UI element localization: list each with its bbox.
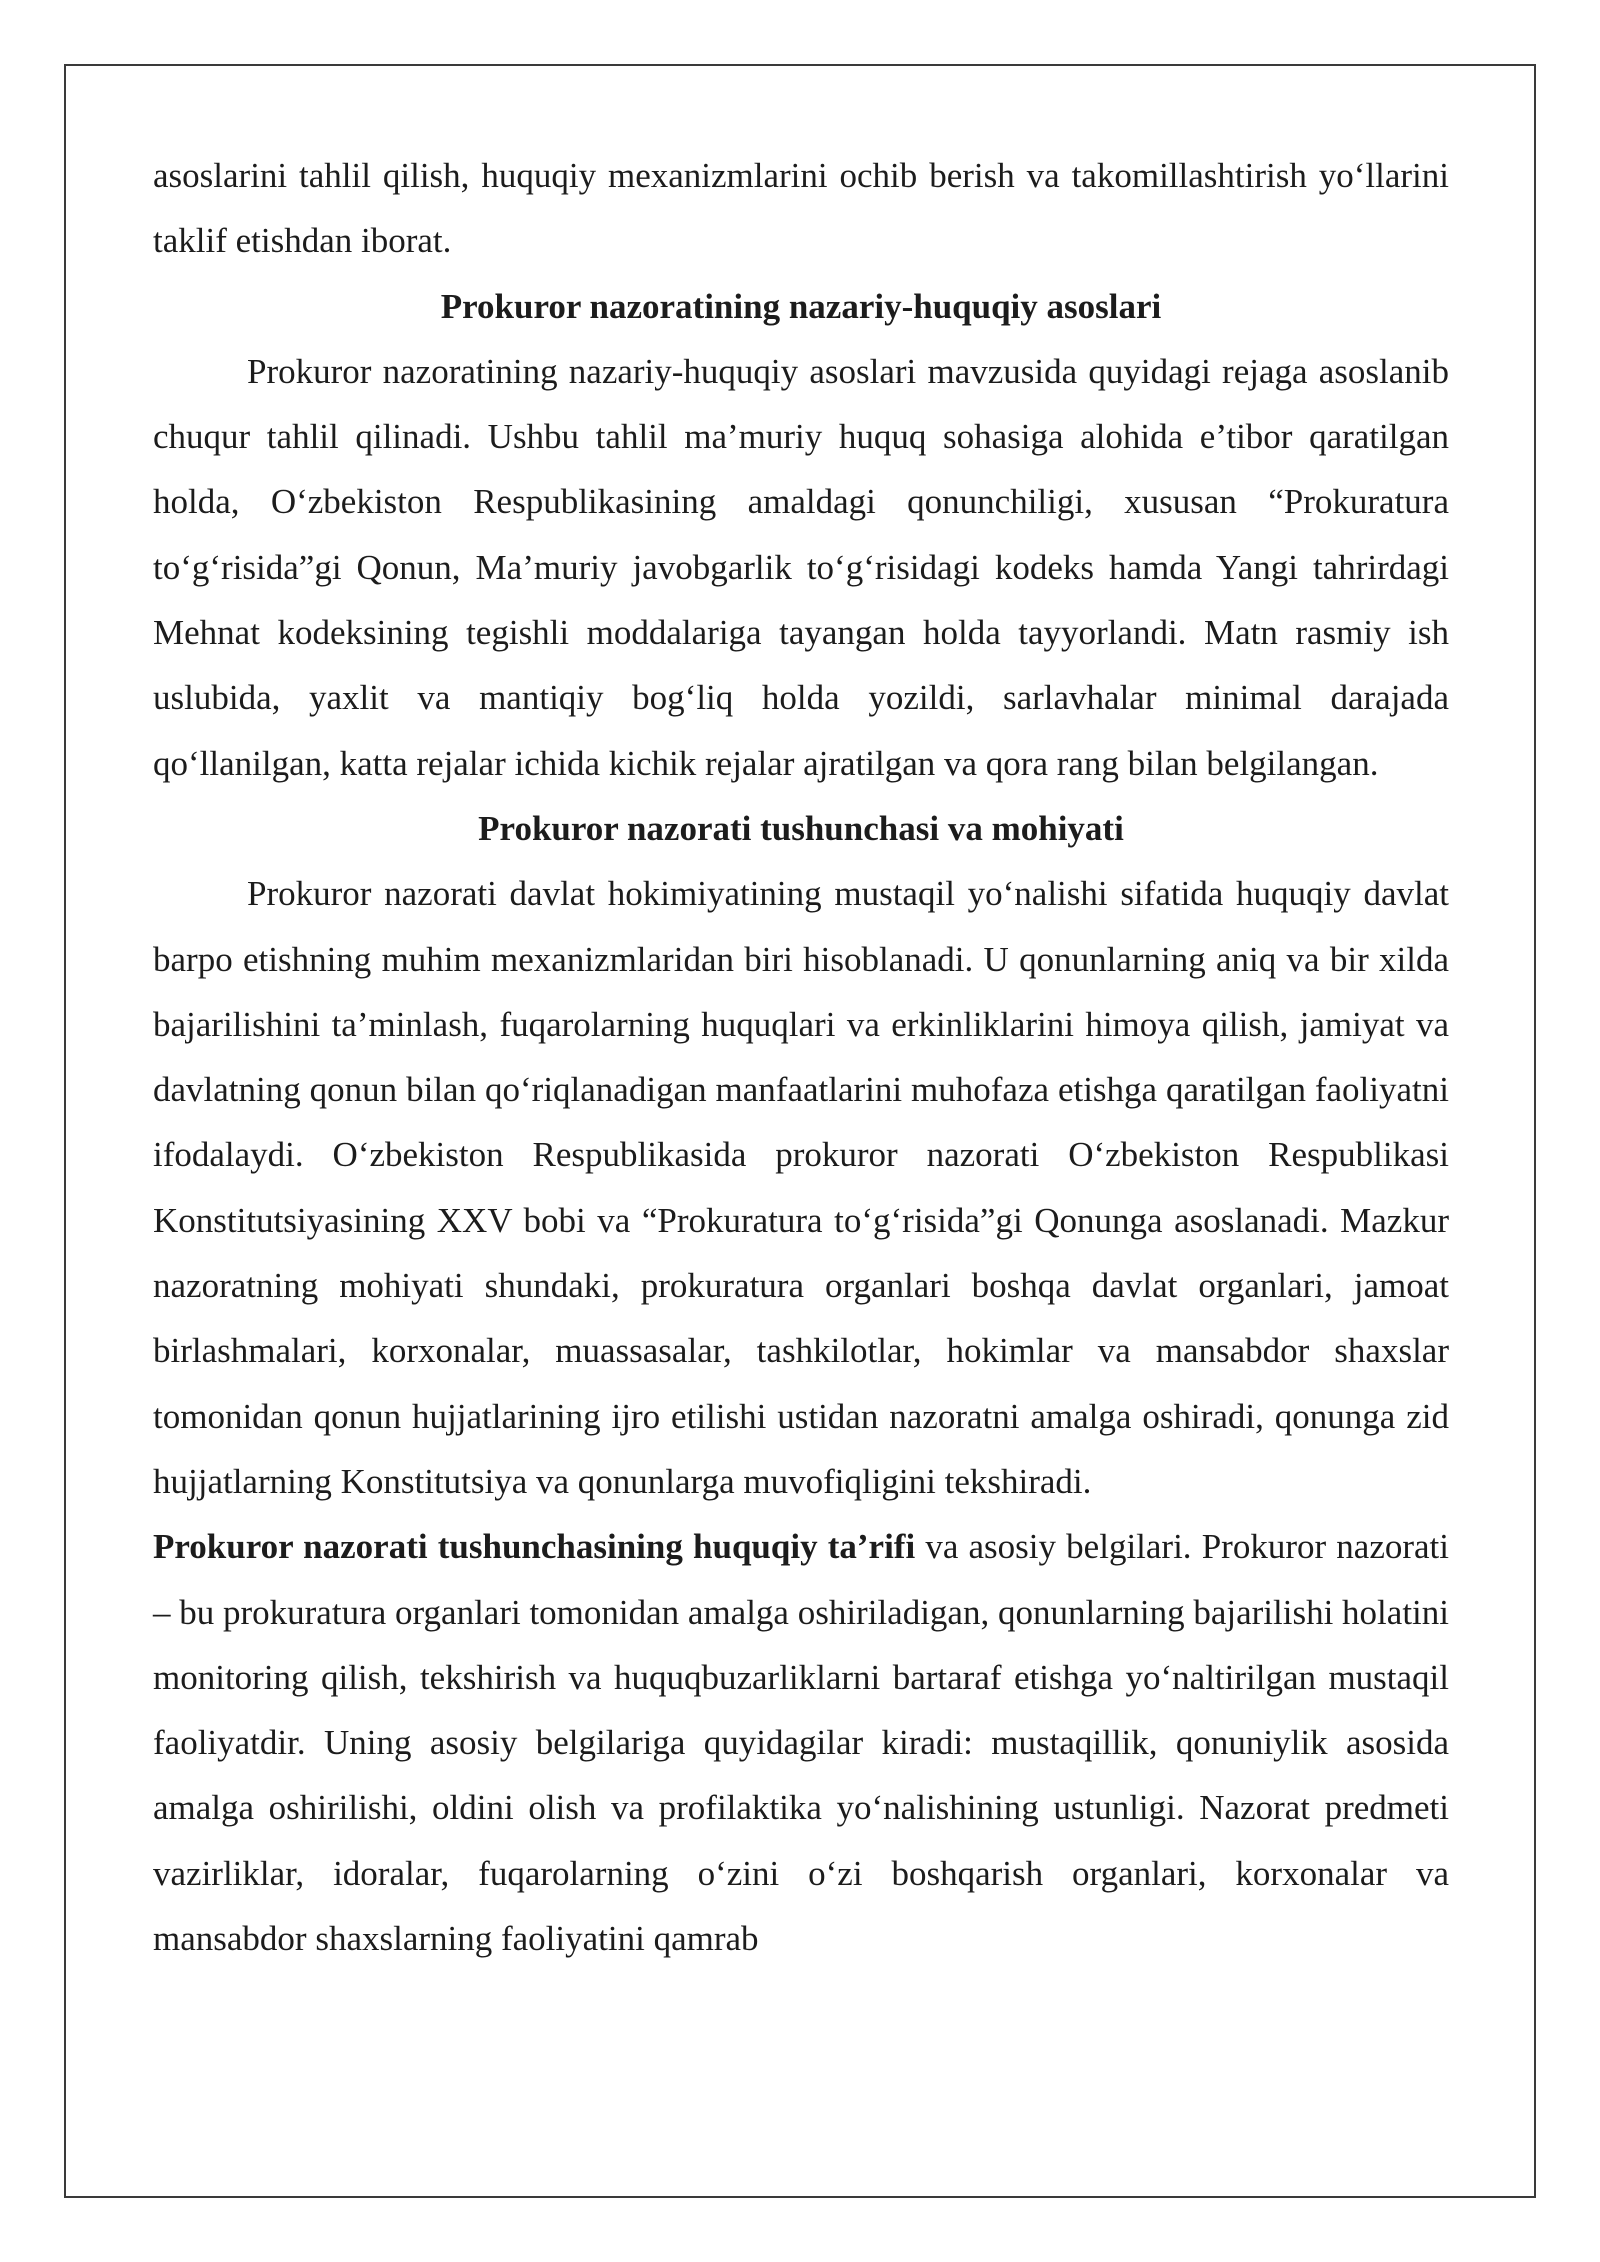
paragraph-legal-definition	[153, 1514, 1449, 1971]
paragraph-theoretical-basis: Prokuror nazoratining nazariy-huquqiy asoslari mavzusida quyidagi rejaga asoslanib chuqur tahlil qilinadi. Ushbu tahlil ma’muriy huquq sohasiga alohida e’tibor qaratilgan holda, O‘zbekiston Respublikasining amaldagi qonunchiligi, xususan “Prokuratura to‘g‘risida”gi Qonun, Ma’muriy javobgarlik to‘g‘risidagi kodeks hamda Yangi tahrirdagi Mehnat kodeksining tegishli moddalariga tayangan holda tayyorlandi. Matn rasmiy ish uslubida, yaxlit va mantiqiy bog‘liq holda yozildi, sarlavhalar minimal darajada qo‘llanilgan, katta rejalar ichida kichik rejalar ajratilgan va qora rang bilan belgilangan.	[153, 351, 1449, 783]
legal-definition-bold-lead: Prokuror nazorati tushunchasining huquqiy ta’rifi	[153, 1527, 916, 1567]
intro-paragraph: asoslarini tahlil qilish, huquqiy mexanizmlarini ochib berish va takomillashtirish yo‘llarini taklif etishdan iborat.	[153, 156, 1449, 261]
document-body	[153, 143, 1449, 1971]
paragraph-concept-essence: Prokuror nazorati davlat hokimiyatining mustaqil yo‘nalishi sifatida huquqiy davlat barpo etishning muhim mexanizmlaridan biri hisoblanadi. U qonunlarning aniq va bir xilda bajarilishini ta’minlash, fuqarolarning huquqlari va erkinliklarini himoya qilish, jamiyat va davlatning qonun bilan qo‘riqlanadigan manfaatlarini muhofaza etishga qaratilgan faoliyatni ifodalaydi. O‘zbekiston Respublikasida prokuror nazorati O‘zbekiston Respublikasi Konstitutsiyasining XXV bobi va “Prokuratura to‘g‘risida”gi Qonunga asoslanadi. Mazkur nazoratning mohiyati shundaki, prokuratura organlari boshqa davlat organlari, jamoat birlashmalari, korxonalar, muassasalar, tashkilotlar, hokimlar va mansabdor shaxslar tomonidan qonun hujjatlarining ijro etilishi ustidan nazoratni amalga oshiradi, qonunga zid hujjatlarning Konstitutsiya va qonunlarga muvofiqligini tekshiradi.	[153, 874, 1449, 1501]
legal-definition-text: va asosiy belgilari. Prokuror nazorati – bu prokuratura organlari tomonidan amalga oshiriladigan, qonunlarning bajarilishi holatini monitoring qilish, tekshirish va huquqbuzarliklarni bartaraf etishga yo‘naltirilgan mustaqil faoliyatdir. Uning asosiy belgilariga quyidagilar kiradi: mustaqillik, qonuniylik asosida amalga oshirilishi, oldini olish va profilaktika yo‘nalishining ustunligi. Nazorat predmeti vazirliklar, idoralar, fuqarolarning o‘zini o‘zi boshqarish organlari, korxonalar va mansabdor shaxslarning faoliyatini qamrab	[153, 1527, 1449, 1959]
section-heading-concept-essence: Prokuror nazorati tushunchasi va mohiyati	[478, 808, 1124, 848]
section-heading-theoretical-basis: Prokuror nazoratining nazariy-huquqiy asoslari	[440, 286, 1162, 326]
